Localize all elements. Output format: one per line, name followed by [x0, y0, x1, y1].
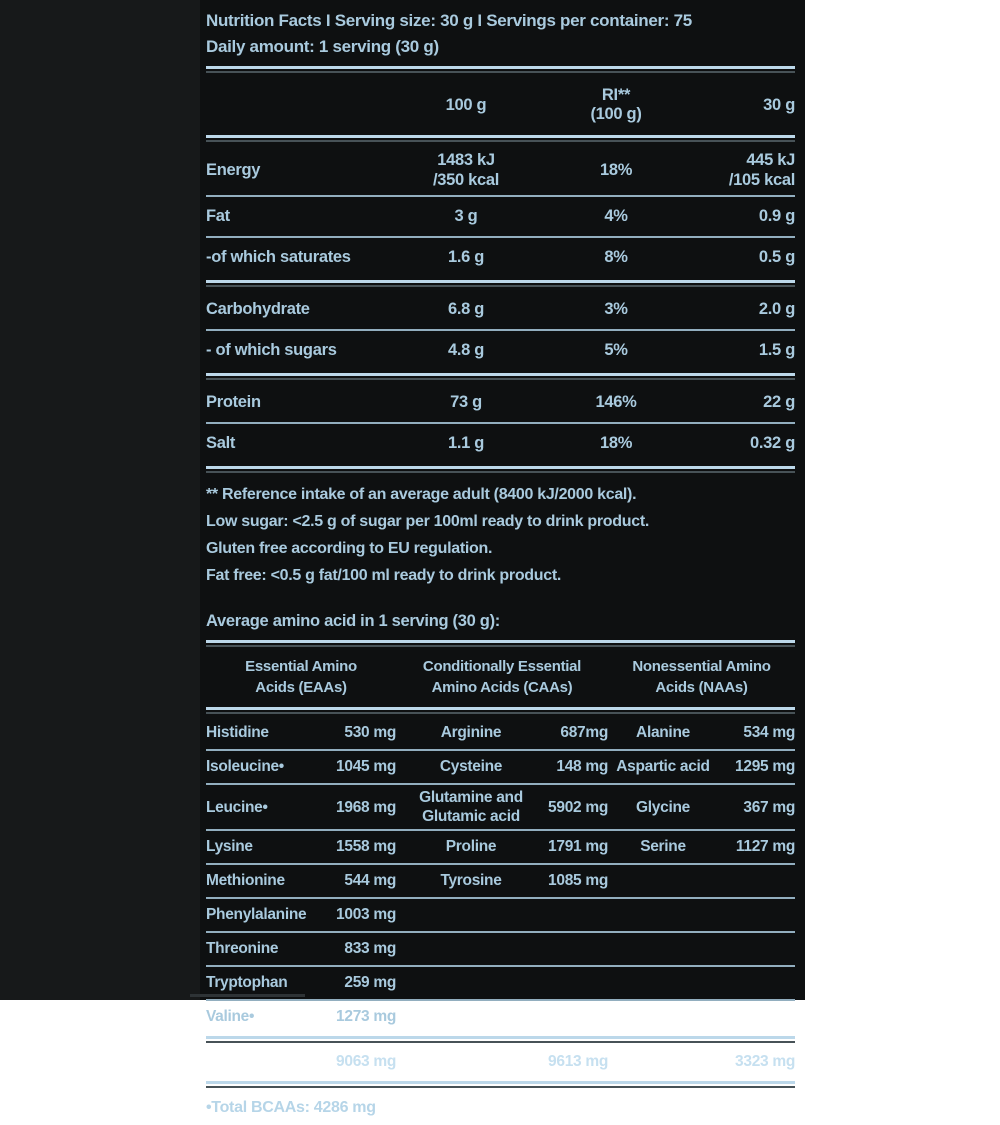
value-line2: /105 kcal: [728, 171, 795, 189]
row-name: Fat: [206, 207, 230, 225]
amino-name-glutamine: [396, 788, 546, 826]
note-reference-intake: ** Reference intake of an average adult (8400 kJ/2000 kcal).: [206, 486, 637, 503]
divider-double: [206, 466, 795, 473]
group-header-caa: [396, 656, 608, 698]
table-row-energy: [206, 145, 795, 195]
row-name: -of which saturates: [206, 248, 351, 266]
value-line1: 1483 kJ: [437, 151, 495, 169]
footnotes: [206, 481, 795, 589]
amino-name-line2: Glutamic acid: [422, 808, 520, 825]
amino-totals-row: [206, 1046, 795, 1078]
divider-double: [206, 280, 795, 287]
amino-name: Threonine: [206, 940, 279, 957]
amino-row-leucine: [206, 785, 795, 829]
row-value-30g: 22 g: [763, 393, 795, 411]
amino-name: Glycine: [636, 798, 690, 816]
amino-name: Alanine: [636, 724, 690, 741]
total-caa: 9613 mg: [548, 1053, 608, 1070]
group-header-line2: Acids (EAAs): [255, 679, 347, 696]
row-value-30g: 0.32 g: [750, 434, 795, 452]
total-naa: 3323 mg: [735, 1053, 795, 1070]
row-value-ri: 146%: [595, 393, 637, 411]
amino-value: 1045 mg: [336, 758, 396, 775]
amino-value: 1791 mg: [548, 838, 608, 855]
amino-value: 544 mg: [344, 872, 396, 889]
amino-value: 1273 mg: [336, 1008, 396, 1025]
divider-double: [206, 707, 795, 714]
amino-group-headers: [206, 650, 795, 704]
amino-section-title: Average amino acid in 1 serving (30 g):: [206, 612, 500, 630]
amino-value: 1295 mg: [735, 758, 795, 775]
amino-name: Serine: [640, 838, 686, 855]
table-header-row: [206, 76, 795, 132]
amino-row-phenylalanine: [206, 899, 795, 931]
row-value-100g: 1.1 g: [447, 434, 485, 452]
note-low-sugar: Low sugar: <2.5 g of sugar per 100ml ready to drink product.: [206, 513, 649, 530]
divider-double: [206, 640, 795, 647]
group-header-line1: Conditionally Essential: [422, 658, 582, 675]
row-value-ri: 5%: [604, 341, 628, 359]
amino-name: Phenylalanine: [206, 906, 307, 923]
row-name: Protein: [206, 393, 261, 411]
divider-double: [206, 1036, 795, 1043]
row-value-ri: 18%: [599, 161, 633, 179]
amino-name: Methionine: [206, 872, 285, 889]
row-value-30g: 2.0 g: [758, 300, 795, 318]
row-value-30g: 0.5 g: [758, 248, 795, 266]
amino-row-methionine: [206, 865, 795, 897]
col-header-ri: [536, 86, 696, 124]
amino-value: 534 mg: [743, 724, 795, 741]
row-value-30g: [696, 150, 795, 190]
row-value-ri: 4%: [604, 207, 628, 225]
table-row-sugars: [206, 331, 795, 370]
amino-value: 833 mg: [344, 940, 396, 957]
group-header-line1: Nonessential Amino: [632, 658, 771, 675]
total-bcaa-line: •Total BCAAs: 4286 mg: [206, 1099, 376, 1116]
amino-name: Tryptophan: [206, 974, 288, 991]
note-fat-free: Fat free: <0.5 g fat/100 ml ready to drink product.: [206, 567, 562, 584]
group-header-line2: Amino Acids (CAAs): [431, 679, 573, 696]
group-header-line1: Essential Amino: [245, 658, 357, 675]
title-bold-part: Nutrition Facts: [206, 11, 322, 30]
amino-row-lysine: [206, 831, 795, 863]
nutrition-label-panel: [200, 0, 805, 1116]
bottom-crop-line: [190, 994, 305, 997]
amino-name: Valine•: [206, 1008, 255, 1025]
amino-value: 367 mg: [743, 798, 795, 816]
amino-name: Leucine•: [206, 798, 268, 816]
row-value-100g: 6.8 g: [447, 300, 485, 318]
row-name: - of which sugars: [206, 341, 337, 359]
divider-double: [206, 66, 795, 73]
amino-value: 1127 mg: [735, 838, 795, 855]
row-value-30g: 0.9 g: [758, 207, 795, 225]
amino-value: 687mg: [560, 724, 608, 741]
col-header-ri-line2: (100 g): [590, 105, 642, 123]
amino-name: Tyrosine: [440, 872, 502, 889]
table-row-carbohydrate: [206, 290, 795, 329]
label-content: [200, 0, 805, 1125]
group-header-naa: [608, 656, 795, 698]
row-value-30g: 1.5 g: [758, 341, 795, 359]
amino-value: 530 mg: [344, 724, 396, 741]
amino-row-isoleucine: [206, 751, 795, 783]
row-name: Energy: [206, 161, 261, 179]
value-line2: /350 kcal: [432, 171, 500, 189]
table-row-fat: [206, 197, 795, 236]
amino-name: Aspartic acid: [616, 758, 710, 775]
total-eaa: 9063 mg: [336, 1053, 396, 1070]
amino-value: 5902 mg: [548, 798, 608, 816]
row-value-ri: 18%: [599, 434, 633, 452]
row-value-100g: [396, 150, 536, 190]
col-header-ri-line1: RI**: [601, 86, 631, 104]
amino-name: Histidine: [206, 724, 269, 741]
value-line1: 445 kJ: [746, 151, 795, 169]
amino-value: 148 mg: [556, 758, 608, 775]
row-value-100g: 1.6 g: [447, 248, 485, 266]
daily-amount-line: Daily amount: 1 serving (30 g): [206, 37, 439, 56]
amino-value: 1003 mg: [336, 906, 396, 923]
row-value-100g: 3 g: [454, 207, 478, 225]
amino-name: Arginine: [440, 724, 502, 741]
row-name: Salt: [206, 434, 236, 452]
divider-double: [206, 135, 795, 142]
amino-value: 1085 mg: [548, 872, 608, 889]
row-value-100g: 4.8 g: [447, 341, 485, 359]
nutrition-facts-title: [206, 8, 795, 34]
col-header-30g: 30 g: [763, 95, 795, 114]
row-value-ri: 3%: [604, 300, 628, 318]
amino-row-threonine: [206, 933, 795, 965]
divider-double: [206, 1081, 795, 1088]
note-gluten-free: Gluten free according to EU regulation.: [206, 540, 493, 557]
row-value-100g: 73 g: [450, 393, 482, 411]
amino-value: 259 mg: [344, 974, 396, 991]
amino-row-valine: [206, 1001, 795, 1033]
row-value-ri: 8%: [604, 248, 628, 266]
amino-name: Cysteine: [439, 758, 503, 775]
table-row-saturates: [206, 238, 795, 277]
amino-name-line1: Glutamine and: [419, 789, 523, 806]
amino-name: Isoleucine•: [206, 758, 284, 775]
group-header-eaa: [206, 656, 396, 698]
title-serving-part: I Serving size: 30 g I Servings per container: 75: [321, 11, 692, 30]
table-row-salt: [206, 424, 795, 463]
amino-name: Lysine: [206, 838, 253, 855]
divider-double: [206, 373, 795, 380]
amino-value: 1968 mg: [336, 798, 396, 816]
amino-name: Proline: [445, 838, 497, 855]
table-row-protein: [206, 383, 795, 422]
group-header-line2: Acids (NAAs): [655, 679, 748, 696]
amino-value: 1558 mg: [336, 838, 396, 855]
amino-row-histidine: [206, 717, 795, 749]
col-header-100g: 100 g: [445, 95, 487, 114]
row-name: Carbohydrate: [206, 300, 310, 318]
